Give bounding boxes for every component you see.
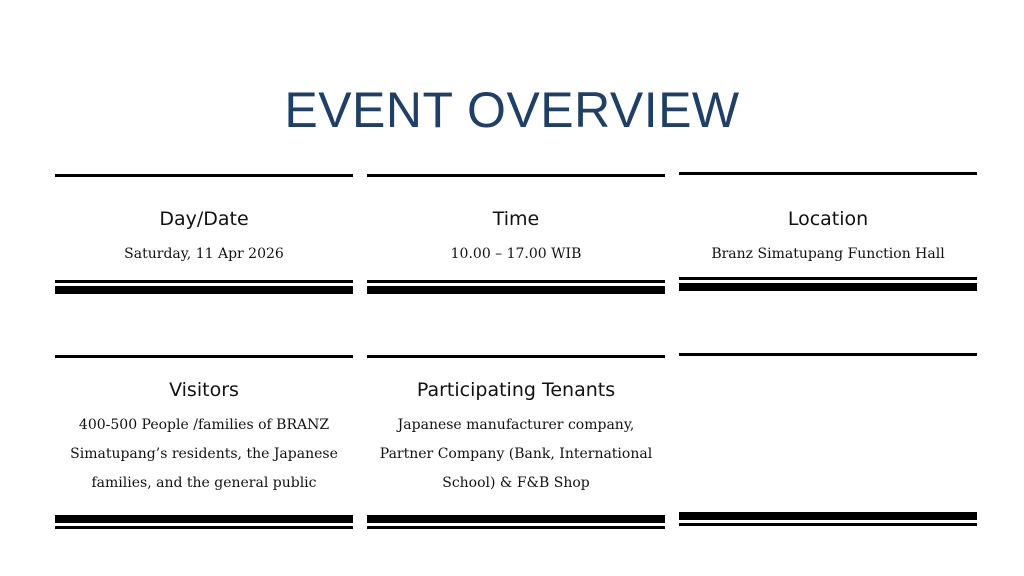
card-line: Partner Company (Bank, International [379, 446, 653, 462]
card-top-rule [367, 174, 665, 177]
card-top-rule [55, 355, 353, 358]
card-heading: Location [787, 208, 869, 230]
card-body [367, 411, 665, 498]
card-heading: Day/Date [159, 208, 249, 230]
card-bottom-rule [367, 515, 665, 529]
card-top-rule [679, 172, 977, 175]
page-title: EVENT OVERVIEW [284, 82, 740, 138]
card-bottom-rule [679, 277, 977, 291]
card-body [367, 240, 665, 269]
card-bottom-rule [55, 515, 353, 529]
card-line: Saturday, 11 Apr 2026 [124, 246, 284, 262]
card-line: 10.00 – 17.00 WIB [450, 246, 582, 262]
card-bottom-rule [55, 280, 353, 294]
card-line: School) & F&B Shop [442, 475, 590, 491]
card-line: Simatupang’s residents, the Japanese [70, 446, 338, 462]
card-top-rule [679, 353, 977, 356]
card-bottom-rule [367, 280, 665, 294]
card-line: 400-500 People /families of BRANZ [78, 417, 330, 433]
card-bottom-rule [679, 512, 977, 526]
card-heading: Visitors [169, 379, 239, 401]
card-body [679, 240, 977, 269]
card-heading: Time [492, 208, 540, 230]
card-body [55, 411, 353, 498]
card-body [55, 240, 353, 269]
card-top-rule [367, 355, 665, 358]
card-line: families, and the general public [91, 475, 317, 491]
card-line: Branz Simatupang Function Hall [711, 246, 945, 262]
card-heading: Participating Tenants [416, 379, 616, 401]
card-line: Japanese manufacturer company, [397, 417, 635, 433]
card-top-rule [55, 174, 353, 177]
